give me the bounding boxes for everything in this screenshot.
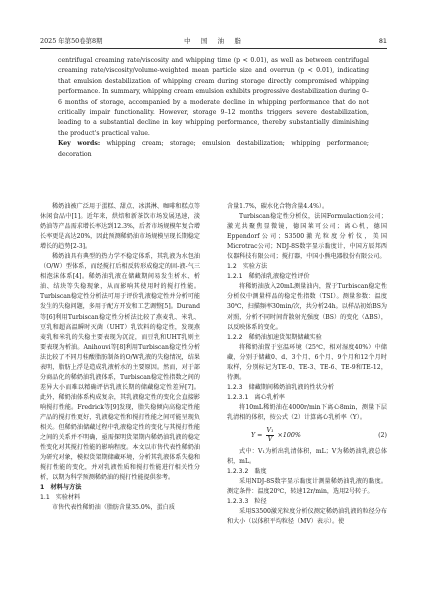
heading-emulsion-properties: 1.2.3 储藏期间稀奶油乳液的性状分析 <box>227 383 334 391</box>
right-column <box>227 202 387 527</box>
materials-paragraph: 市售代表性稀奶油（脂肪含量35.0%，蛋白质 <box>52 504 175 512</box>
equation-explanation: 式中：V₁为析出乳清体积，mL；V为稀奶油乳液总体积，mL。 <box>227 448 387 466</box>
equation-formula <box>251 427 301 444</box>
keywords-text: whipping cream; storage; emulsion destabilization; whipping performance; decoration <box>58 140 369 158</box>
stability-paragraph: 将稀奶油放入20mL测量油内，置于Turbiscan稳定性分析仪中测量样品的稳定性指数（TSI）。测量参数：温度30℃，扫描频率30min/次，共分析24h。以样品初始BS为对照，分析不同时间背散射光强度（BS）的变化（ΔBS），以反映体系的变化。 <box>227 283 387 331</box>
left-column <box>40 202 200 513</box>
subsection-heading-methods: 1.2 实验方法 <box>227 263 268 271</box>
abstract-text: centrifugal creaming rate/viscosity and whipping time (p < 0.01), as well as between centrifugal creaming rate/viscosity/volume-weighted mean particle size and overrun (p < 0.01), indicating that emulsion destabilization of whipping cream during storage directly compromised whipping performance. In summary, whipping cream emulsion exhibits progressive destabilization during 0–6 months of storage, accompanied by a moderate decline in whipping performance that do not critically impair functionality. However, storage 9–12 months triggers severe destabilization, leading to a substantial decline in key whipping performance, thereby substantially diminishing the product's practical value. <box>58 57 369 137</box>
page-number: 81 <box>378 37 387 45</box>
storage-paragraph: 将稀奶油置于室温环境（25℃，相对湿度40%）中储藏，分别于储藏0、d、3个月、6个月、9个月和12个月时取样，分别标记为TE-0、TE-3、TE-6、TE-9和TE-12，待测。 <box>227 343 387 381</box>
equation-lhs: Y = <box>251 432 263 440</box>
intro-paragraph-2: 稀奶油具有典型的热力学不稳定体系，其乳液为水包油（O/W）型体系，而经搅打后相反转形成稳定的固-液-气三相泡沫体系[4]。稀奶油乳液在储藏期间易发生析水、析油、结块等失稳现象，从而影响其使用时的搅打性能。Turbiscan稳定性分析法可用于评价乳液稳定性并分析可能发生的失稳问题，多用于配方开发和工艺调整[5]。Durand等[6]利用Turbiscan稳定性分析法比较了燕麦乳、米乳、豆乳和超高温瞬时灭菌（UHT）乳饮料的稳定性，发现燕麦乳和米乳的失稳主要表现为沉淀，而豆乳和UHT乳则主要表现为析油。Anihouvi等[8]利用Turbiscan稳定性分析法比较了不同月桂酸脂肪制备的O/W乳液的失稳情况，结果表明，脂肪上浮是造成乳液析水的主要原因。然而，对于部分商品化的稀奶油乳液体系，Turbiscan稳定性指数之间的差异大小而难以精确评估乳液长期的储藏稳定性差异[7]。此外，稀奶油体系构成复杂，其乳液稳定性的变化会直接影响搅打性能。Fredrick等[9]发现，脂失稳倾向高稳定性能产品的搅打性更好，乳液稳定性和搅打性能之间可能呈现负相关。但稀奶油储藏过程中乳液稳定性的变化与其搅打性能之间的关系并不明确，亟需探明货架期内稀奶油乳液的稳定性变化对其搅打性能的影响程度。本文以市售代表性稀奶油为研究对象，模拟货架期储藏环境，分析其乳液体系失稳和搅打性能的变化，并对乳液性质和搅打性能进行相关性分析，以期为科学预测稀奶油的搅打性能提供参考。 <box>40 253 200 482</box>
equation-number: (2) <box>378 432 387 440</box>
heading-stability-evaluation: 1.2.1 稀奶油乳液稳定性评价 <box>227 273 310 281</box>
equation-numerator: V₁ <box>266 427 274 435</box>
issue-label: 2025 年第50卷第8期 <box>40 37 103 45</box>
running-header <box>40 36 387 46</box>
intro-paragraph-1: 稀奶油被广泛用于蛋糕、甜点、冰淇淋、咖啡和糕点等休闲食品中[1]。近年来，烘焙和新茶饮市场发展迅速，淡奶油等产品需求增长率达到12.3%，后者市场规模年复合增长率更是高达20%，因此预测稀奶油市场规模呈现长期稳定增长的趋势[2-3]。 <box>40 203 200 251</box>
equation-denominator: V <box>267 436 273 444</box>
equation-rhs: ×100% <box>277 432 301 440</box>
equation-2 <box>227 423 387 447</box>
header-rule <box>40 48 387 49</box>
particle-size-paragraph: 采用S3500激光粒度分析仪测定稀奶油乳液的粒径分布和大小（以体积平均粒径（MV）表示）。使 <box>227 508 387 526</box>
section-heading-materials-methods: 1 材料与方法 <box>40 484 82 492</box>
heading-particle-size: 1.2.3.3 粒径 <box>227 498 267 506</box>
journal-name: 中 国 油 脂 <box>184 37 243 45</box>
keywords-label: Key words: <box>58 140 101 148</box>
centrifugal-paragraph: 将10mL稀奶油在4000r/min下离心8min，测量下层乳清相的体积，按公式（2）计算离心乳析率（Y）。 <box>227 403 387 421</box>
equation-fraction <box>266 427 273 444</box>
instruments-paragraph: Turbiscan稳定性分析仪，法国Formulaction公司；激光共聚焦显微镜，德国莱可公司；离心机，德国Eppendorf公司；S3500激光粒度分析仪，美国Microtrac公司；NDJ-8S数字显示黏度计，中国方辰邦西仪器科技有限公司；搅打器，中国小熊电器股份有限公司。 <box>227 213 387 261</box>
heading-centrifugal-rate: 1.2.3.1 离心乳析率 <box>227 393 285 401</box>
english-abstract <box>58 56 369 160</box>
heading-viscosity: 1.2.3.2 黏度 <box>227 468 267 476</box>
materials-continued: 含量1.7%，碳水化合物含量4.4%）。 <box>227 203 329 210</box>
subsection-heading-materials: 1.1 实验材料 <box>40 494 81 502</box>
keywords-line <box>58 139 369 160</box>
heading-storage-experiment: 1.2.2 稀奶油加速货架期储藏实验 <box>227 333 322 341</box>
viscosity-paragraph: 采用NDJ-8S数字显示黏度计测量稀奶油乳液的黏度。测定条件：温度20℃，转速12r/min，选用2号转子。 <box>227 478 387 496</box>
